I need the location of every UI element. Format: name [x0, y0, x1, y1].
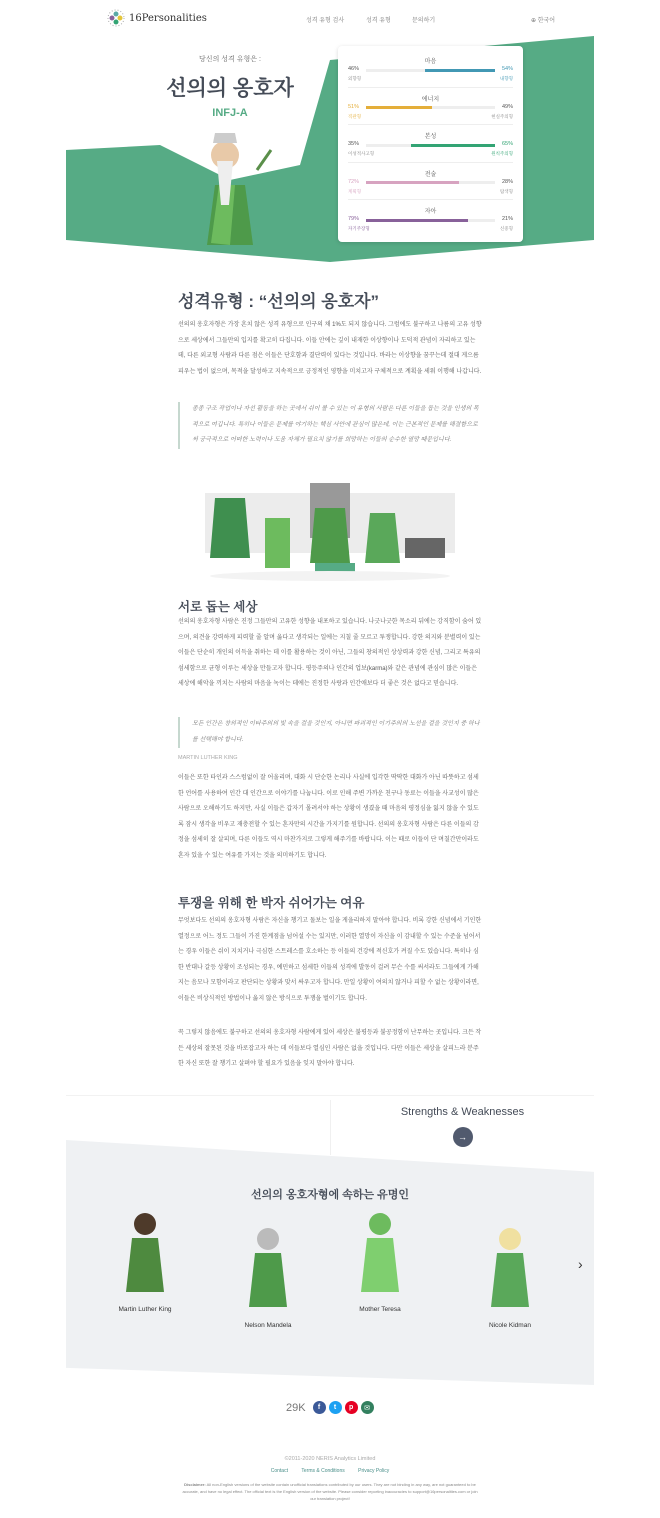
rest-paragraph: 무엇보다도 선의의 옹호자형 사람은 자신을 챙기고 돌보는 일을 게을리하지 말아야 합니다. 비록 강한 신념에서 기인한 열정으로 어느 정도 그들이 가진 한계점을 넘어설 수는 있지만, 이러한 열망이 자신을 이 감내할 수 있는 수준을 넘어서는 경우 이들은 쉬이 지치거나 극심한 스트레스를 호소하는 등 이들의 건강에 적신호가 켜질 수도 있습니다. 특히나 심한 반대나 갈등 상황이 조성되는 경우, 예민하고 섬세한 이들의 성격에 발동이 걸려 무슨 수를 써서라도 그들에게 가해지는 음모나 모함이라고 판단되는 상황과 맞서 싸우고자 합니다. 만일 상황이 여의치 않거나 피할 수 없는 상황이라면, 이들은 비상식적인 방법이나 옳지 않은 방식으로 투쟁을 벌이기도 합니다.: [178, 918, 482, 1002]
disclaimer-label: Disclaimer:: [184, 1482, 206, 1487]
trait-title: 에너지: [421, 96, 440, 103]
trait-bar: [366, 181, 495, 184]
trait-left-percent: 46%: [348, 66, 360, 72]
trait-scores-card: [338, 46, 523, 242]
hero-background: [0, 30, 660, 270]
arrow-right-button[interactable]: →: [453, 1127, 473, 1147]
trait-row: [348, 163, 513, 201]
trait-left-percent: 79%: [348, 216, 360, 222]
divider: [66, 1095, 594, 1096]
email-icon[interactable]: ✉: [361, 1401, 374, 1414]
trait-right-label: 원칙주의형: [491, 151, 513, 156]
trait-title: 마음: [424, 59, 437, 65]
trait-row: [348, 125, 513, 163]
twitter-icon[interactable]: t: [329, 1401, 342, 1414]
hero-subtitle: 당신의 성격 유형은 :: [199, 56, 261, 63]
trait-bar-fill: [366, 219, 468, 222]
trait-bar-fill: [366, 106, 432, 109]
celebrity-illustration: [485, 1225, 535, 1315]
trait-right-label: 내향형: [499, 76, 513, 81]
celebrity-name[interactable]: Mother Teresa: [359, 1306, 401, 1313]
type-title: 선의의 옹호자: [166, 77, 294, 100]
section-heading-helping: 서로 돕는 세상: [178, 600, 258, 614]
celebrity-name[interactable]: Nicole Kidman: [489, 1322, 531, 1329]
carousel-next-icon[interactable]: ›: [578, 1256, 583, 1272]
celebrity-name[interactable]: Nelson Mandela: [244, 1322, 292, 1329]
trait-title: 전술: [424, 171, 437, 178]
trait-right-label: 탐색형: [499, 188, 513, 194]
globe-icon: ⊕: [531, 18, 537, 24]
trait-bar-fill: [366, 181, 459, 184]
disclaimer-text: All non-English versions of the website contain unofficial translations contributed by our users. They are not binding in any way, are not guaranteed to be accurate, and have no legal effect. The official text is the English version of the website. Please consider reporting inaccuracies to support@16personalities.com or join our translation project!: [182, 1482, 478, 1501]
social-paragraph: 이들은 또한 타인과 스스럼없이 잘 어울리며, 대화 시 단순한 논리나 사실에 입각한 딱딱한 대화가 아닌 따뜻하고 섬세한 언어를 사용하여 인간 대 인간으로 이야기를 나눕니다. 이로 인해 주변 가까운 친구나 동료는 이들을 사교성이 많은 사람으로 오해하기도 하지만, 사실 이들은 갑자기 몰려서야 하는 상황이 생겼을 때 마음의 평정심을 잃지 않을 수 있도록 잠시 생각을 비우고 재충전할 수 있는 혼자만의 시간을 가지기를 원합니다. 선의의 옹호자형 사람은 다른 이들의 감정을 섬세히 잘 살피며, 다른 이들도 역시 마찬가지로 그렇게 해주기를 바랍니다. 이는 때로 이들이 단 며칠간만이라도 혼자 있을 수 있는 여유를 가지는 것을 의미하기도 합니다.: [178, 775, 479, 859]
language-selector[interactable]: [531, 15, 555, 24]
trait-title: 자아: [424, 209, 437, 215]
trait-left-label: 외향형: [348, 76, 362, 81]
nav-contact[interactable]: 문의하기: [412, 18, 436, 24]
trait-bar: [366, 219, 495, 222]
share-bar: [286, 1401, 374, 1414]
trait-left-percent: 51%: [348, 103, 360, 110]
trait-bar: [366, 106, 495, 109]
trait-right-percent: 54%: [501, 66, 513, 72]
trait-bar: [366, 69, 495, 72]
mlk-quote: 모든 인간은 창의적인 이타주의의 빛 속을 걸을 것인지, 아니면 파괴적인 이기주의의 노선을 걸을 것인지 중 하나를 선택해야 합니다.: [178, 717, 482, 748]
terms-link[interactable]: Terms & Conditions: [301, 1468, 345, 1474]
footer-links: [0, 1468, 660, 1474]
share-count: 29K: [286, 1401, 306, 1414]
celebrity-illustration: [120, 1210, 170, 1300]
trait-left-percent: 72%: [348, 178, 360, 185]
nav-types[interactable]: 성격 유형: [366, 18, 391, 24]
trait-left-label: 자기주장형: [348, 226, 370, 231]
nav-test[interactable]: 성격 유형 검사: [306, 18, 345, 24]
next-section-label[interactable]: Strengths & Weaknesses: [400, 1106, 525, 1118]
trait-right-percent: 28%: [501, 178, 513, 185]
trait-left-label: 계획형: [348, 188, 362, 194]
trait-bar-fill: [425, 69, 495, 72]
pinterest-icon[interactable]: p: [345, 1401, 358, 1414]
privacy-link[interactable]: Privacy Policy: [358, 1468, 390, 1474]
trait-bar-fill: [411, 144, 495, 147]
celebrity-illustration: [243, 1225, 293, 1315]
next-section-link[interactable]: [331, 1106, 594, 1147]
article-title: 성격유형 : “선의의 옹호자”: [178, 292, 380, 311]
celebrity-illustration: [355, 1210, 405, 1300]
type-code: INFJ-A: [212, 107, 248, 119]
logo-icon: [107, 9, 125, 27]
famous-title: 선의의 옹호자형에 속하는 유명인: [251, 1189, 409, 1201]
quote-author: MARTIN LUTHER KING: [178, 755, 238, 761]
celebrity-name[interactable]: Martin Luther King: [118, 1306, 172, 1313]
trait-right-percent: 49%: [501, 103, 513, 110]
facebook-icon[interactable]: f: [313, 1401, 326, 1414]
brand-logo[interactable]: [107, 9, 207, 27]
trait-row: [348, 50, 513, 88]
trait-right-percent: 21%: [501, 216, 513, 222]
helping-paragraph: 선의의 옹호자형 사람은 진정 그들만의 고유한 성향을 내포하고 있습니다. 나긋나긋한 목소리 뒤에는 강직함이 숨어 있으며, 의견을 강력하게 피력할 줄 알며 옳다고 생각되는 일에는 지칠 줄 모르고 투쟁합니다. 강한 의지와 분별력이 있는 이들은 단순히 개인의 이득을 취하는 데 이를 활용하는 것이 아닌, 그들의 창의적인 상상력과 강한 신념, 그리고 특유의 섬세함으로 균형 이루는 세상을 만들고자 합니다. 평등주의나 인간의 업보(karma)와 같은 관념에 관심이 많은 이들은 세상에 해악을 끼치는 사람의 마음을 녹이는 데에는 진정한 사랑과 인간애보다 더 좋은 것은 없다고 믿습니다.: [178, 619, 482, 687]
trait-row: [348, 200, 513, 238]
trait-left-label: 이성적사고형: [348, 151, 375, 156]
section-heading-rest: 투쟁을 위해 한 박자 쉬어가는 여유: [178, 896, 365, 910]
highlight-quote: 종종 구조 작업이나 자선 활동을 하는 곳에서 쉬이 볼 수 있는 이 유형의 사람은 다른 이들을 돕는 것을 인생의 목적으로 여깁니다. 특히나 이들은 문제를 야기하는 핵심 사안에 관심이 많은데, 이는 근본적인 문제를 해결함으로써 궁극적으로 어떠한 노력이나 도움 자체가 필요치 않기를 희망하는 이들의 순수한 열망 때문입니다.: [178, 402, 482, 449]
advocate-character-illustration: [185, 125, 275, 250]
contact-link[interactable]: Contact: [270, 1468, 288, 1474]
trait-row: [348, 88, 513, 126]
trait-title: 본성: [424, 134, 437, 140]
advocates-group-illustration: [195, 478, 465, 583]
language-label: 한국어: [537, 18, 556, 24]
trait-right-label: 신중형: [499, 226, 513, 231]
trait-left-percent: 35%: [348, 141, 360, 147]
hero-heading: [150, 54, 310, 119]
world-paragraph: 꼭 그렇지 않음에도 불구하고 선의의 옹호자형 사람에게 있어 세상은 불평등과 불공정함이 난무하는 곳입니다. 크든 작든 세상의 잘못된 것을 바로잡고자 하는 데 이들보다 열심인 사람은 없을 것입니다. 다만 이들은 세상을 살피느라 분주한 자신 또한 잘 챙기고 살펴야 할 필요가 있음을 잊지 말아야 합니다.: [178, 1030, 482, 1067]
trait-right-percent: 65%: [501, 141, 513, 147]
trait-right-label: 현실주의형: [491, 113, 513, 119]
copyright: ©2011-2020 NERIS Analytics Limited: [284, 1456, 376, 1462]
intro-paragraph: 선의의 옹호자형은 가장 흔치 않은 성격 유형으로 인구의 채 1%도 되지 않습니다. 그럼에도 불구하고 나름의 고유 성향으로 세상에서 그들만의 입지를 확고히 다집니다. 이들 안에는 깊이 내재한 이상향이나 도덕적 관념이 자리하고 있는데, 다른 외교형 사람과 다른 점은 이들은 단호함과 결단력이 있다는 것입니다. 바라는 이상향을 꿈꾸는데 절대 게으름 피우는 법이 없으며, 목적을 달성하고 지속적으로 긍정적인 영향을 미치고자 구체적으로 계획을 세워 이행해 나갑니다.: [178, 322, 482, 375]
trait-bar: [366, 144, 495, 147]
trait-left-label: 직관형: [348, 113, 362, 119]
disclaimer: [182, 1481, 478, 1502]
brand-name: 16Personalities: [129, 12, 207, 24]
